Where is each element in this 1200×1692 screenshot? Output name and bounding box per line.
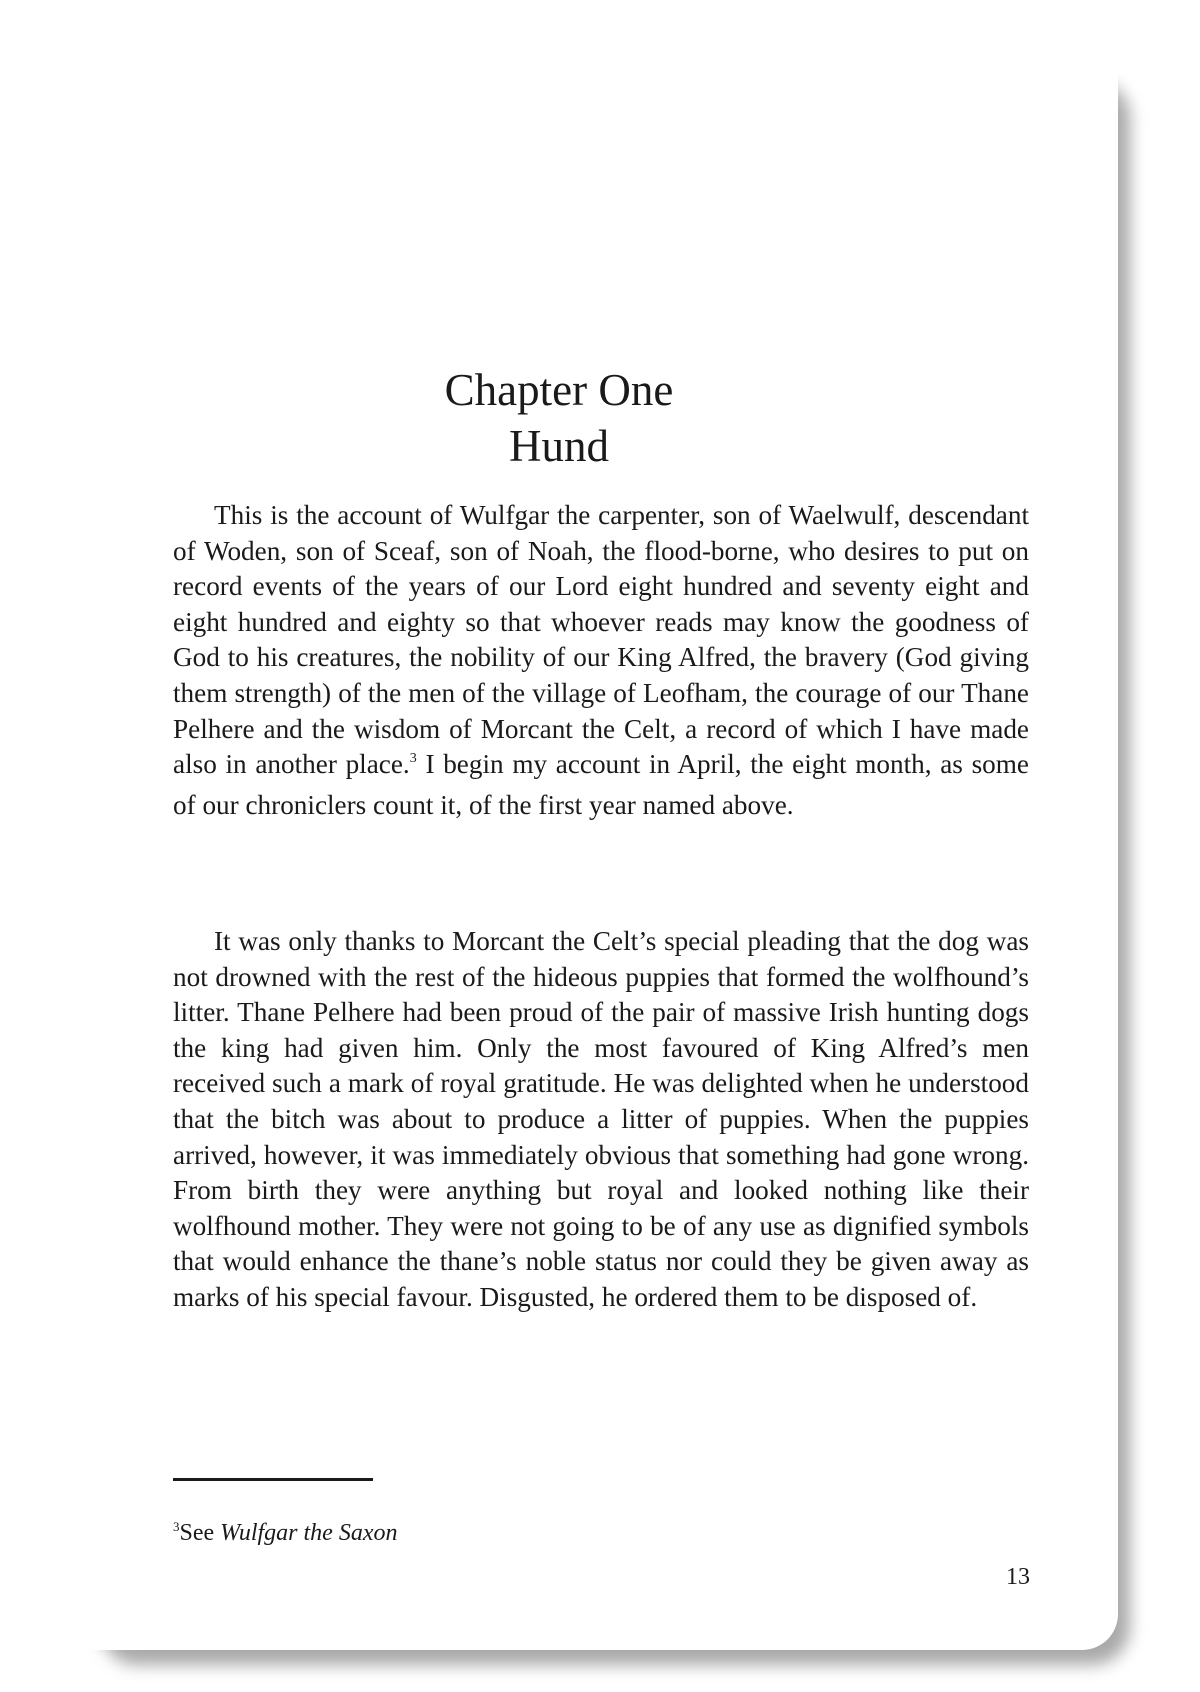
paragraph-1-text-a: This is the account of Wulfgar the carpenter, son of Waelwulf, descendant of Woden, son of Sceaf, son of Noah, the flood-borne, who desires to put on record events of the years of our Lord eight hundred and seventy eight and eight hundred and eighty so that whoever reads may know the goodness of God to his creatures, the nobility of our King Alfred, the bravery (God giving them strength) of the men of the village of Leofham, the courage of our Thane Pelhere and the wisdom of Morcant the Celt, a record of which I have made also in another place.: [173, 500, 1029, 780]
footnote-reference[interactable]: 3: [409, 751, 417, 767]
footnote-divider: [173, 1478, 373, 1481]
paragraph-1: [173, 498, 1029, 823]
footnote: [173, 1518, 397, 1551]
footnote-prefix: See: [179, 1520, 221, 1546]
page-number: 13: [1006, 1564, 1030, 1590]
paragraph-2: It was only thanks to Morcant the Celt’s special pleading that the dog was not drowned with the rest of the hideous puppies that formed the wolfhound’s litter. Thane Pelhere had been proud of the pair of massive Irish hunting dogs the king had given him. Only the most favoured of King Alfred’s men received such a mark of royal gratitude. He was delighted when he understood that the bitch was about to produce a litter of puppies. When the puppies arrived, however, it was immediately obvious that something had gone wrong. From birth they were anything but royal and looked nothing like their wolfhound mother. They were not going to be of any use as dignified symbols that would enhance the thane’s noble status nor could they be given away as marks of his special favour. Disgusted, he ordered them to be disposed of.: [173, 926, 1029, 1312]
chapter-heading: [0, 362, 1118, 474]
footnote-book-title: Wulfgar the Saxon: [220, 1520, 398, 1546]
chapter-subtitle: Hund: [509, 421, 609, 471]
footnote-marker: 3: [173, 1519, 180, 1534]
paragraph-1-text-b: I begin my account in April, the eight month, as some of our chroniclers count it, of the first year named above.: [173, 749, 1029, 820]
chapter-title: Chapter One: [444, 365, 674, 415]
